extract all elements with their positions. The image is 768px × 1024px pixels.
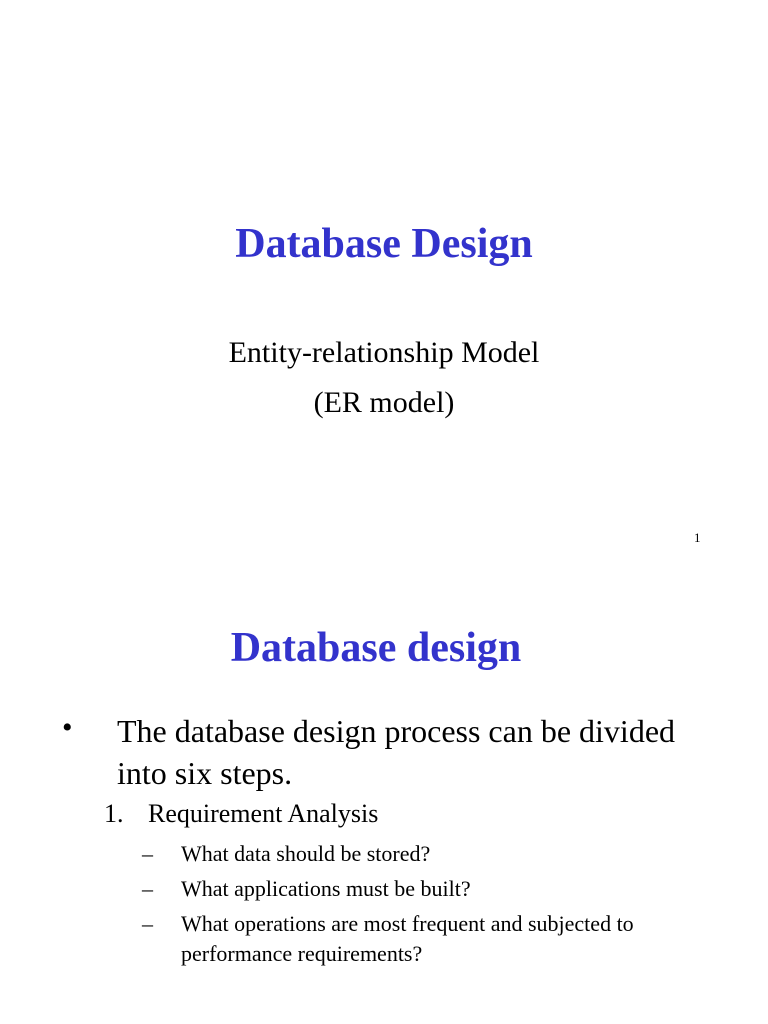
dash-icon: –	[142, 876, 153, 901]
slide-1-subtitle-line-2: (ER model)	[313, 386, 455, 419]
step-number: 1.	[104, 799, 124, 828]
bullet-text: The database design process can be divided into six steps.	[117, 713, 676, 791]
dash-icon: –	[142, 841, 153, 866]
page-number: 1	[694, 530, 701, 545]
sub-item: What operations are most frequent and subjected to performance requirements?	[181, 911, 634, 966]
slide-2-title: Database design	[230, 625, 522, 671]
slide-1-subtitle-line-1: Entity-relationship Model	[228, 336, 540, 369]
dash-icon: –	[142, 911, 153, 936]
step-label: Requirement Analysis	[148, 799, 379, 828]
sub-item: What applications must be built?	[181, 876, 471, 901]
bullet-icon: •	[62, 711, 73, 744]
slide-2	[0, 580, 768, 1024]
slide-1-title: Database Design	[235, 221, 533, 267]
sub-item: What data should be stored?	[181, 841, 431, 866]
